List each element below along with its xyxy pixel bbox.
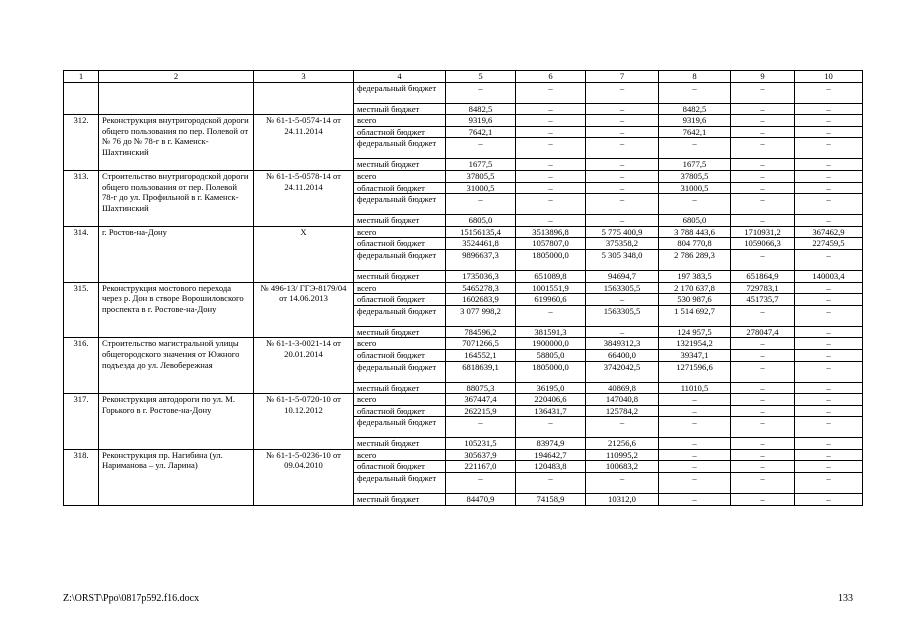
value-cell: –	[731, 494, 795, 506]
value-cell: 2 786 289,3	[659, 249, 731, 270]
entry-doc-cell	[254, 82, 354, 115]
entry-number: 314.	[64, 226, 99, 282]
table-row	[64, 338, 863, 350]
entry-name-cell	[99, 82, 254, 115]
value-cell: 729783,1	[731, 282, 795, 294]
value-cell: 278047,4	[731, 326, 795, 338]
value-cell: 37805,5	[446, 170, 516, 182]
value-cell: –	[659, 194, 731, 215]
value-cell: 7642,1	[446, 126, 516, 138]
budget-label: всего	[354, 394, 446, 406]
column-number: 4	[354, 71, 446, 83]
value-cell: 3 077 998,2	[446, 305, 516, 326]
value-cell: 36195,0	[516, 382, 586, 394]
value-cell: 1057807,0	[516, 238, 586, 250]
value-cell: –	[731, 182, 795, 194]
entry-number: 316.	[64, 338, 99, 394]
table-row	[64, 82, 863, 103]
column-number: 7	[586, 71, 659, 83]
value-cell: –	[659, 82, 731, 103]
value-cell: –	[731, 349, 795, 361]
budget-label: местный бюджет	[354, 159, 446, 171]
budget-table	[63, 70, 863, 506]
value-cell: –	[795, 115, 863, 127]
value-cell: 784596,2	[446, 326, 516, 338]
value-cell: 11010,5	[659, 382, 731, 394]
value-cell: –	[516, 82, 586, 103]
value-cell: –	[586, 294, 659, 306]
value-cell: –	[659, 494, 731, 506]
table-row	[64, 394, 863, 406]
value-cell: –	[731, 438, 795, 450]
value-cell: 31000,5	[659, 182, 731, 194]
value-cell: 1602683,9	[446, 294, 516, 306]
value-cell: 9319,6	[446, 115, 516, 127]
value-cell: 227459,5	[795, 238, 863, 250]
budget-label: всего	[354, 282, 446, 294]
value-cell: 164552,1	[446, 349, 516, 361]
value-cell: –	[731, 115, 795, 127]
entry-number: 312.	[64, 115, 99, 171]
entry-document: № 61-1-5-0578-14 от 24.11.2014	[254, 170, 354, 226]
value-cell: 5465278,3	[446, 282, 516, 294]
value-cell: –	[795, 170, 863, 182]
value-cell: 6818639,1	[446, 361, 516, 382]
value-cell: 262215,9	[446, 405, 516, 417]
value-cell: –	[586, 115, 659, 127]
value-cell: 5 305 348,0	[586, 249, 659, 270]
value-cell: 1805000,0	[516, 361, 586, 382]
value-cell: –	[659, 394, 731, 406]
column-number-row	[64, 71, 863, 83]
value-cell: 1563305,5	[586, 305, 659, 326]
budget-label: местный бюджет	[354, 270, 446, 282]
value-cell: –	[795, 103, 863, 115]
table-row	[64, 115, 863, 127]
budget-label: федеральный бюджет	[354, 82, 446, 103]
value-cell: –	[795, 382, 863, 394]
value-cell: 3849312,3	[586, 338, 659, 350]
value-cell: 530 987,6	[659, 294, 731, 306]
value-cell: –	[795, 249, 863, 270]
budget-label: областной бюджет	[354, 405, 446, 417]
budget-label: местный бюджет	[354, 103, 446, 115]
value-cell: 305637,9	[446, 449, 516, 461]
value-cell: –	[731, 170, 795, 182]
entry-number: 317.	[64, 394, 99, 450]
value-cell: 83974,9	[516, 438, 586, 450]
value-cell: 367462,9	[795, 226, 863, 238]
column-number: 6	[516, 71, 586, 83]
value-cell: –	[516, 473, 586, 494]
value-cell: –	[516, 215, 586, 227]
value-cell: –	[795, 138, 863, 159]
value-cell: 9896637,3	[446, 249, 516, 270]
value-cell: 1805000,0	[516, 249, 586, 270]
column-number: 9	[731, 71, 795, 83]
file-path: Z:\ORST\Ppo\0817p592.f16.docx	[63, 593, 200, 604]
value-cell: –	[516, 182, 586, 194]
value-cell: –	[731, 305, 795, 326]
value-cell: 221167,0	[446, 461, 516, 473]
value-cell: –	[795, 361, 863, 382]
value-cell: –	[795, 473, 863, 494]
entry-document: № 61-1-5-0236-10 от 09.04.2010	[254, 449, 354, 505]
budget-label: областной бюджет	[354, 294, 446, 306]
value-cell: –	[731, 126, 795, 138]
column-number: 8	[659, 71, 731, 83]
budget-label: местный бюджет	[354, 215, 446, 227]
value-cell: –	[586, 126, 659, 138]
value-cell: –	[795, 159, 863, 171]
value-cell: 8482,5	[659, 103, 731, 115]
budget-label: областной бюджет	[354, 126, 446, 138]
value-cell: 3513896,8	[516, 226, 586, 238]
value-cell: 220406,6	[516, 394, 586, 406]
value-cell: 1001551,9	[516, 282, 586, 294]
value-cell: 651089,8	[516, 270, 586, 282]
value-cell: 15156135,4	[446, 226, 516, 238]
budget-label: всего	[354, 226, 446, 238]
entry-document: № 61-1-5-0720-10 от 10.12.2012	[254, 394, 354, 450]
budget-label: федеральный бюджет	[354, 473, 446, 494]
value-cell: 3524461,8	[446, 238, 516, 250]
entry-name: Реконструкция внутригородской дороги общего пользования по пер. Полевой от № 76 до № 78-г в г. Каменск-Шахтинский	[99, 115, 254, 171]
table-row	[64, 170, 863, 182]
value-cell: –	[731, 159, 795, 171]
value-cell: –	[795, 326, 863, 338]
entry-name: Реконструкция автодороги по ул. М. Горького в г. Ростове-на-Дону	[99, 394, 254, 450]
value-cell: –	[446, 417, 516, 438]
column-number: 1	[64, 71, 99, 83]
page-number: 133	[838, 593, 853, 604]
column-number: 3	[254, 71, 354, 83]
entry-name: г. Ростов-на-Дону	[99, 226, 254, 282]
entry-name: Реконструкция мостового перехода через р. Дон в створе Ворошиловского проспекта в г. Ростове-на-Дону	[99, 282, 254, 338]
value-cell: 110995,2	[586, 449, 659, 461]
value-cell: 105231,5	[446, 438, 516, 450]
value-cell: 124 957,5	[659, 326, 731, 338]
value-cell: –	[795, 294, 863, 306]
budget-label: всего	[354, 338, 446, 350]
value-cell: 6805,0	[446, 215, 516, 227]
value-cell: 7642,1	[659, 126, 731, 138]
budget-label: всего	[354, 449, 446, 461]
value-cell: –	[659, 473, 731, 494]
value-cell: 74158,9	[516, 494, 586, 506]
value-cell: 3 788 443,6	[659, 226, 731, 238]
value-cell: –	[731, 103, 795, 115]
value-cell: 37805,5	[659, 170, 731, 182]
value-cell: –	[446, 82, 516, 103]
value-cell: 6805,0	[659, 215, 731, 227]
value-cell: –	[795, 182, 863, 194]
value-cell: –	[731, 461, 795, 473]
entry-document: № 496-13/ ГГЭ-8179/04 от 14.06.2013	[254, 282, 354, 338]
value-cell: 39347,1	[659, 349, 731, 361]
budget-label: всего	[354, 115, 446, 127]
value-cell: –	[516, 103, 586, 115]
value-cell: –	[516, 159, 586, 171]
value-cell: –	[731, 473, 795, 494]
value-cell: 1677,5	[446, 159, 516, 171]
value-cell: –	[586, 82, 659, 103]
value-cell: –	[586, 103, 659, 115]
value-cell: –	[586, 138, 659, 159]
value-cell: 8482,5	[446, 103, 516, 115]
value-cell: 1677,5	[659, 159, 731, 171]
value-cell: 367447,4	[446, 394, 516, 406]
value-cell: 10312,0	[586, 494, 659, 506]
value-cell: –	[516, 170, 586, 182]
value-cell: 120483,8	[516, 461, 586, 473]
value-cell: 451735,7	[731, 294, 795, 306]
entry-document: № 61-1-5-0574-14 от 24.11.2014	[254, 115, 354, 171]
value-cell: –	[659, 461, 731, 473]
value-cell: –	[795, 215, 863, 227]
budget-label: федеральный бюджет	[354, 417, 446, 438]
entry-name: Реконструкция пр. Нагибина (ул. Нариманова – ул. Ларина)	[99, 449, 254, 505]
value-cell: –	[586, 473, 659, 494]
entry-document: Х	[254, 226, 354, 282]
value-cell: –	[731, 338, 795, 350]
entry-document: № 61-1-3-0021-14 от 20.01.2014	[254, 338, 354, 394]
value-cell: –	[586, 215, 659, 227]
budget-label: федеральный бюджет	[354, 249, 446, 270]
value-cell: 21256,6	[586, 438, 659, 450]
value-cell: –	[731, 215, 795, 227]
value-cell: –	[659, 417, 731, 438]
value-cell: 619960,6	[516, 294, 586, 306]
value-cell: –	[731, 394, 795, 406]
budget-label: областной бюджет	[354, 238, 446, 250]
value-cell: 804 770,8	[659, 238, 731, 250]
value-cell: 84470,9	[446, 494, 516, 506]
budget-label: областной бюджет	[354, 182, 446, 194]
entry-number: 313.	[64, 170, 99, 226]
value-cell: 5 775 400,9	[586, 226, 659, 238]
budget-label: федеральный бюджет	[354, 361, 446, 382]
value-cell: –	[731, 361, 795, 382]
entry-name: Строительство внутригородской дороги общего пользования от пер. Полевой 78-г до ул. Профильной в г. Каменск-Шахтинский	[99, 170, 254, 226]
value-cell: 100683,2	[586, 461, 659, 473]
value-cell: –	[586, 182, 659, 194]
value-cell: –	[795, 126, 863, 138]
value-cell: 140003,4	[795, 270, 863, 282]
entry-number-cell	[64, 82, 99, 115]
value-cell: –	[731, 194, 795, 215]
value-cell: 31000,5	[446, 182, 516, 194]
value-cell: –	[795, 461, 863, 473]
budget-label: федеральный бюджет	[354, 138, 446, 159]
value-cell: 3742042,5	[586, 361, 659, 382]
table-row	[64, 449, 863, 461]
value-cell: –	[586, 170, 659, 182]
value-cell: –	[795, 417, 863, 438]
value-cell: –	[659, 438, 731, 450]
value-cell: 381591,3	[516, 326, 586, 338]
value-cell: –	[731, 417, 795, 438]
value-cell: 1900000,0	[516, 338, 586, 350]
column-number: 10	[795, 71, 863, 83]
value-cell: –	[659, 449, 731, 461]
budget-label: областной бюджет	[354, 349, 446, 361]
value-cell: 125784,2	[586, 405, 659, 417]
value-cell: –	[731, 138, 795, 159]
value-cell: 1059066,3	[731, 238, 795, 250]
column-number: 5	[446, 71, 516, 83]
value-cell: 375358,2	[586, 238, 659, 250]
value-cell: –	[795, 194, 863, 215]
value-cell: 1735036,3	[446, 270, 516, 282]
value-cell: –	[586, 417, 659, 438]
value-cell: 9319,6	[659, 115, 731, 127]
budget-label: местный бюджет	[354, 382, 446, 394]
value-cell: 1271596,6	[659, 361, 731, 382]
budget-label: местный бюджет	[354, 438, 446, 450]
value-cell: –	[731, 382, 795, 394]
entry-name: Строительство магистральной улицы общегородского значения от Южного подъезда до ул. Левобережная	[99, 338, 254, 394]
value-cell: 136431,7	[516, 405, 586, 417]
value-cell: –	[516, 115, 586, 127]
value-cell: –	[731, 82, 795, 103]
value-cell: –	[586, 159, 659, 171]
value-cell: –	[795, 394, 863, 406]
value-cell: 651864,9	[731, 270, 795, 282]
budget-label: местный бюджет	[354, 326, 446, 338]
value-cell: 1321954,2	[659, 338, 731, 350]
value-cell: –	[516, 126, 586, 138]
value-cell: –	[659, 138, 731, 159]
value-cell: –	[795, 349, 863, 361]
value-cell: 197 383,5	[659, 270, 731, 282]
value-cell: –	[795, 438, 863, 450]
value-cell: –	[446, 473, 516, 494]
value-cell: 40869,8	[586, 382, 659, 394]
value-cell: –	[586, 326, 659, 338]
value-cell: –	[516, 305, 586, 326]
value-cell: –	[795, 494, 863, 506]
column-number: 2	[99, 71, 254, 83]
entry-number: 318.	[64, 449, 99, 505]
value-cell: –	[516, 194, 586, 215]
value-cell: 194642,7	[516, 449, 586, 461]
value-cell: 2 170 637,8	[659, 282, 731, 294]
value-cell: –	[795, 405, 863, 417]
value-cell: –	[795, 338, 863, 350]
table-body	[64, 71, 863, 506]
value-cell: –	[516, 138, 586, 159]
table-row	[64, 282, 863, 294]
table-row	[64, 226, 863, 238]
value-cell: 1710931,2	[731, 226, 795, 238]
budget-label: всего	[354, 170, 446, 182]
value-cell: 147040,8	[586, 394, 659, 406]
value-cell: 94694,7	[586, 270, 659, 282]
value-cell: 7071266,5	[446, 338, 516, 350]
value-cell: –	[516, 417, 586, 438]
value-cell: –	[795, 82, 863, 103]
budget-label: областной бюджет	[354, 461, 446, 473]
value-cell: 58805,0	[516, 349, 586, 361]
value-cell: 66400,0	[586, 349, 659, 361]
value-cell: –	[795, 449, 863, 461]
value-cell: –	[446, 138, 516, 159]
value-cell: 1 514 692,7	[659, 305, 731, 326]
value-cell: –	[731, 405, 795, 417]
value-cell: –	[795, 305, 863, 326]
value-cell: 88075,3	[446, 382, 516, 394]
value-cell: 1563305,5	[586, 282, 659, 294]
value-cell: –	[446, 194, 516, 215]
value-cell: –	[795, 282, 863, 294]
budget-label: федеральный бюджет	[354, 305, 446, 326]
value-cell: –	[731, 449, 795, 461]
entry-number: 315.	[64, 282, 99, 338]
value-cell: –	[659, 405, 731, 417]
budget-label: федеральный бюджет	[354, 194, 446, 215]
budget-label: местный бюджет	[354, 494, 446, 506]
value-cell: –	[731, 249, 795, 270]
value-cell: –	[586, 194, 659, 215]
